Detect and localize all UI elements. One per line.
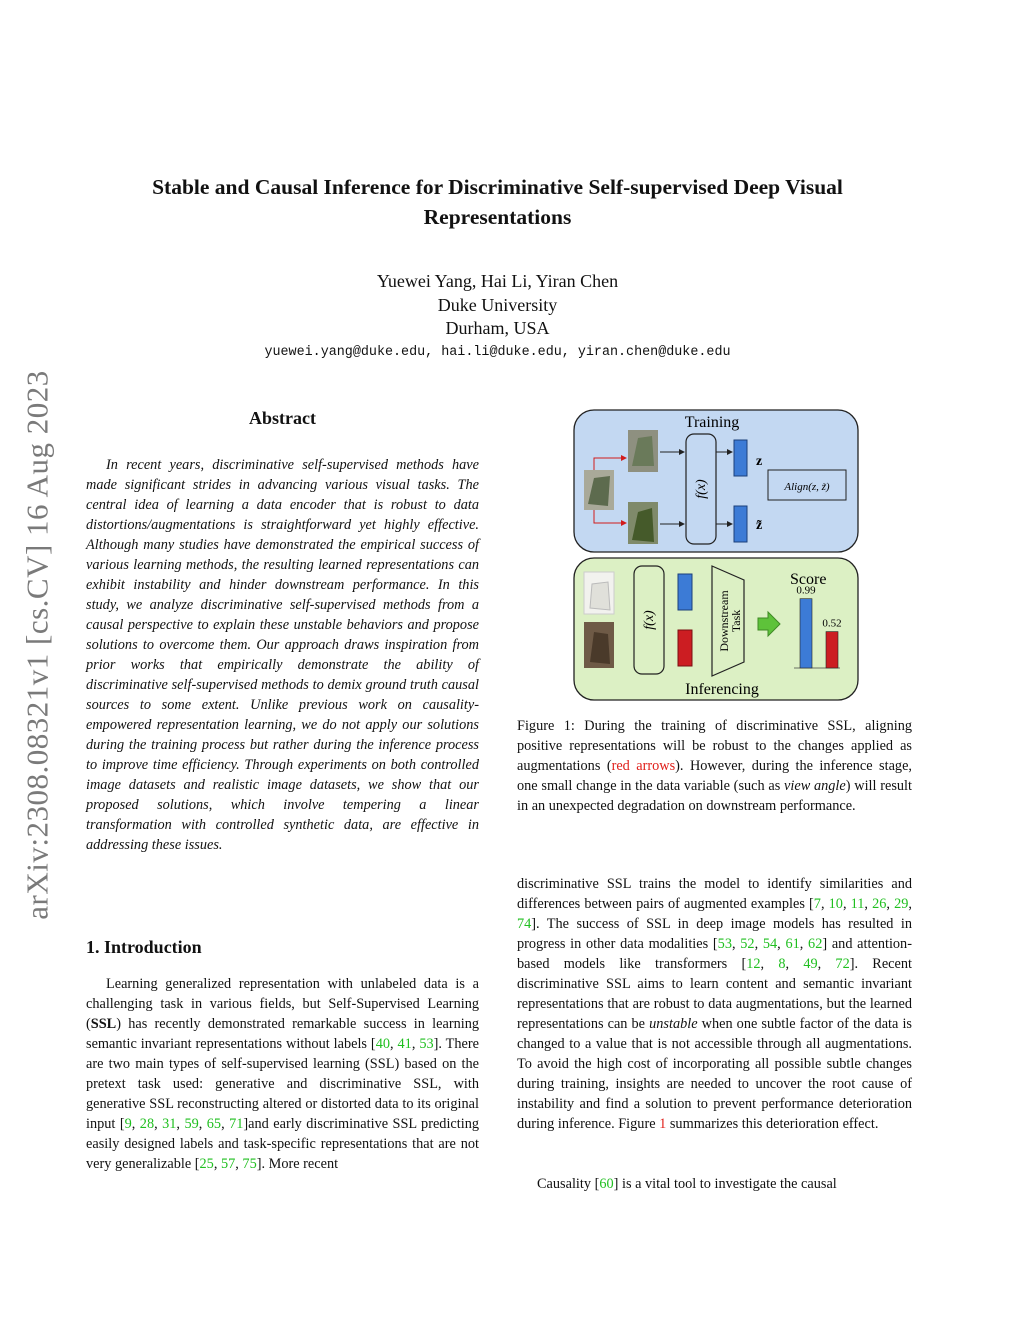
z-vector <box>734 440 747 476</box>
citation-link[interactable]: 53 <box>717 936 732 952</box>
score-bar-1 <box>800 599 812 668</box>
column2-paragraph-2: Causality [60] is a vital tool to investigate the causal <box>537 1176 837 1192</box>
author-emails: yuewei.yang@duke.edu, hai.li@duke.edu, yiran.chen@duke.edu <box>264 345 731 360</box>
inferencing-label: Inferencing <box>685 681 759 698</box>
citation-link[interactable]: 75 <box>242 1156 257 1172</box>
figure-1-caption: Figure 1: During the training of discriminative SSL, aligning positive representations will be robust to the changes applied as augmentations (red arrows). However, during the inference stage, one small change in the data variable (such as view angle) will result in an unexpected degradation on downstream performance. <box>517 718 912 814</box>
citation-link[interactable]: 71 <box>229 1116 244 1132</box>
column2-paragraph-1: discriminative SSL trains the model to identify similarities and differences between pairs of augmented examples [7, 10, 11, 26, 29, 74]. The success of SSL in deep image models has resulted in progress in other data modalities [53, 52, 54, 61, 62] and attention-based models like transformers [12, 8, 49, 72]. Recent discriminative SSL aims to learn content and semantic invariant representations that are robust to data augmentations, but the learned representations can be unstable when one subtle factor of the data is changed to a value that is not accessible through all augmentations. To avoid the high cost of incorporating all possible subtle changes during training, insights are needed to uncover the root cause of instability and find a solution to prevent performance deterioration during inference. Figure 1 summarizes this deterioration effect. <box>517 876 912 1132</box>
citation-link[interactable]: 9 <box>124 1116 132 1132</box>
citation-link[interactable]: 31 <box>162 1116 177 1132</box>
author-block <box>90 270 905 341</box>
score-bar-2 <box>826 632 838 668</box>
citation-link[interactable]: 25 <box>199 1156 214 1172</box>
citation-link[interactable]: 52 <box>740 936 755 952</box>
citation-link[interactable]: 61 <box>785 936 800 952</box>
citation-link[interactable]: 65 <box>206 1116 222 1132</box>
citation-link[interactable]: 54 <box>762 936 778 952</box>
citation-link[interactable]: 12 <box>746 956 761 972</box>
figure-reference-link[interactable]: 1 <box>659 1116 667 1132</box>
score-label: Score <box>790 571 827 588</box>
citation-link[interactable]: 7 <box>813 896 821 912</box>
citation-link[interactable]: 26 <box>872 896 887 912</box>
affiliation: Duke University <box>437 294 558 315</box>
citation-link[interactable]: 62 <box>808 936 823 952</box>
downstream-task-label: Task <box>729 609 743 633</box>
citation-link[interactable]: 57 <box>220 1156 236 1172</box>
arxiv-identifier: arXiv:2308.08321v1 [cs.CV] 16 Aug 2023 <box>20 370 55 920</box>
encoder-label-inference: f(x) <box>642 610 657 630</box>
training-label: Training <box>684 414 740 431</box>
citation-link[interactable]: 29 <box>894 896 909 912</box>
feature-vector-stable <box>678 574 692 610</box>
citation-link[interactable]: 8 <box>778 956 786 972</box>
downstream-label: Downstream <box>717 590 731 652</box>
citation-link[interactable]: 72 <box>835 956 850 972</box>
paper-title: Stable and Causal Inference for Discriminative Self-supervised Deep Visual Representations <box>152 175 843 229</box>
citation-link[interactable]: 40 <box>375 1036 390 1052</box>
location: Durham, USA <box>445 318 550 338</box>
score-value-label-1: 0.99 <box>796 584 816 597</box>
feature-vector-unstable <box>678 630 692 666</box>
abstract-text: In recent years, discriminative self-supervised methods have made significant strides in advancing various visual tasks. The central idea of learning a data encoder that is robust to data distortions/augmentations is straightforward yet highly effective. Although many studies have demonstrated the empirical success of various learning methods, the resulting learned representations can exhibit instability and hinder downstream performance. In this study, we analyze discriminative self-supervised methods from a causal perspective to explain these unstable behaviors and propose solutions to overcome them. Our approach draws inspiration from prior works that empirically demonstrate the ability of discriminative self-supervised methods to demix ground truth causal sources to some extent. Unlike previous work on causality-empowered representation learning, we do not apply our solutions during the training process but rather during the inference process to improve time efficiency. Through experiments on both controlled image datasets and realistic image datasets, we show that our proposed solutions, which involve tempering a linear transformation with controlled synthetic data, are effective in addressing these issues. <box>86 457 479 853</box>
z-tilde-vector <box>734 506 747 542</box>
figure-1-diagram <box>572 408 862 704</box>
figure-1 <box>572 408 862 704</box>
abstract-heading: Abstract <box>249 408 316 428</box>
citation-link[interactable]: 41 <box>397 1036 412 1052</box>
introduction-heading: 1. Introduction <box>86 937 202 957</box>
citation-link[interactable]: 60 <box>599 1176 614 1192</box>
citation-link[interactable]: 74 <box>517 916 532 932</box>
citation-link[interactable]: 53 <box>419 1036 434 1052</box>
citation-link[interactable]: 49 <box>803 956 818 972</box>
score-value-label-2: 0.52 <box>822 617 842 630</box>
z-label: z <box>756 454 763 469</box>
citation-link[interactable]: 59 <box>184 1116 199 1132</box>
citation-link[interactable]: 28 <box>139 1116 155 1132</box>
z-tilde-label: z̃ <box>756 518 763 533</box>
authors: Yuewei Yang, Hai Li, Yiran Chen <box>376 271 619 291</box>
citation-link[interactable]: 10 <box>828 896 843 912</box>
encoder-label-training: f(x) <box>694 479 709 499</box>
citation-link[interactable]: 11 <box>850 896 865 912</box>
align-label: Align(z, z̃) <box>784 481 830 493</box>
introduction-paragraph: Learning generalized representation with unlabeled data is a challenging task in various fields, but Self-Supervised Learning (SSL) has recently demonstrated remarkable success in learning semantic invariant representations without labels [40, 41, 53]. There are two main types of self-supervised learning (SSL) based on the pretext task used: generative and discriminative SSL, with generative SSL reconstructing altered or distorted data to its original input [9, 28, 31, 59, 65, 71]and early discriminative SSL predicting easily designed labels and task-specific representations that are not very generalizable [25, 57, 75]. More recent <box>86 976 480 1172</box>
